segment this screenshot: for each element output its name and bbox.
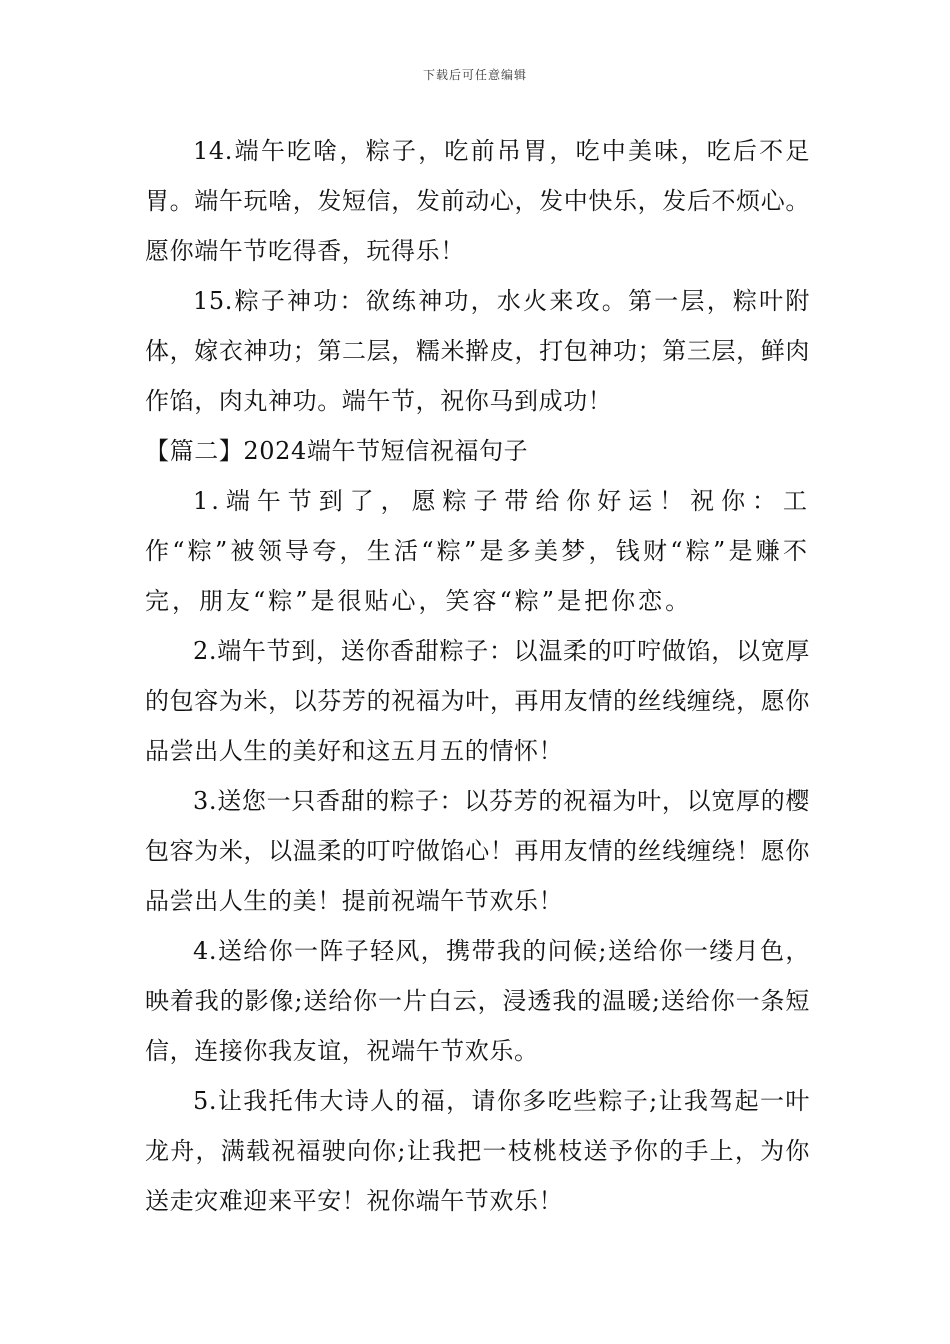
document-body: [145, 126, 810, 1226]
paragraph-2: 2.端午节到，送你香甜粽子：以温柔的叮咛做馅，以宽厚的包容为米，以芬芳的祝福为叶，再用友情的丝线缠绕，愿你品尝出人生的美好和这五月五的情怀！: [145, 637, 810, 765]
paragraph-3: 3.送您一只香甜的粽子：以芬芳的祝福为叶，以宽厚的樱包容为米，以温柔的叮咛做馅心！再用友情的丝线缠绕！愿你品尝出人生的美！提前祝端午节欢乐！: [145, 787, 810, 915]
paragraph-4: 4.送给你一阵子轻风，携带我的问候;送给你一缕月色，映着我的影像;送给你一片白云，浸透我的温暖;送给你一条短信，连接你我友谊，祝端午节欢乐。: [145, 937, 810, 1065]
paragraph-15: 15.粽子神功：欲练神功，水火来攻。第一层，粽叶附体，嫁衣神功；第二层，糯米擀皮，打包神功；第三层，鲜肉作馅，肉丸神功。端午节，祝你马到成功！: [145, 287, 810, 415]
page-header-note: 下载后可任意编辑: [422, 68, 527, 82]
section-title: 【篇二】2024端午节短信祝福句子: [145, 437, 529, 465]
paragraph-1: 1.端午节到了，愿粽子带给你好运！祝你：工作“粽”被领导夸，生活“粽”是多美梦，钱财“粽”是赚不完，朋友“粽”是很贴心，笑容“粽”是把你恋。: [145, 487, 810, 615]
paragraph-5: 5.让我托伟大诗人的福，请你多吃些粽子;让我驾起一叶龙舟，满载祝福驶向你;让我把一枝桃枝送予你的手上，为你送走灾难迎来平安！祝你端午节欢乐！: [145, 1087, 810, 1215]
paragraph-14: 14.端午吃啥，粽子，吃前吊胃，吃中美味，吃后不足胃。端午玩啥，发短信，发前动心，发中快乐，发后不烦心。愿你端午节吃得香，玩得乐！: [145, 137, 810, 265]
